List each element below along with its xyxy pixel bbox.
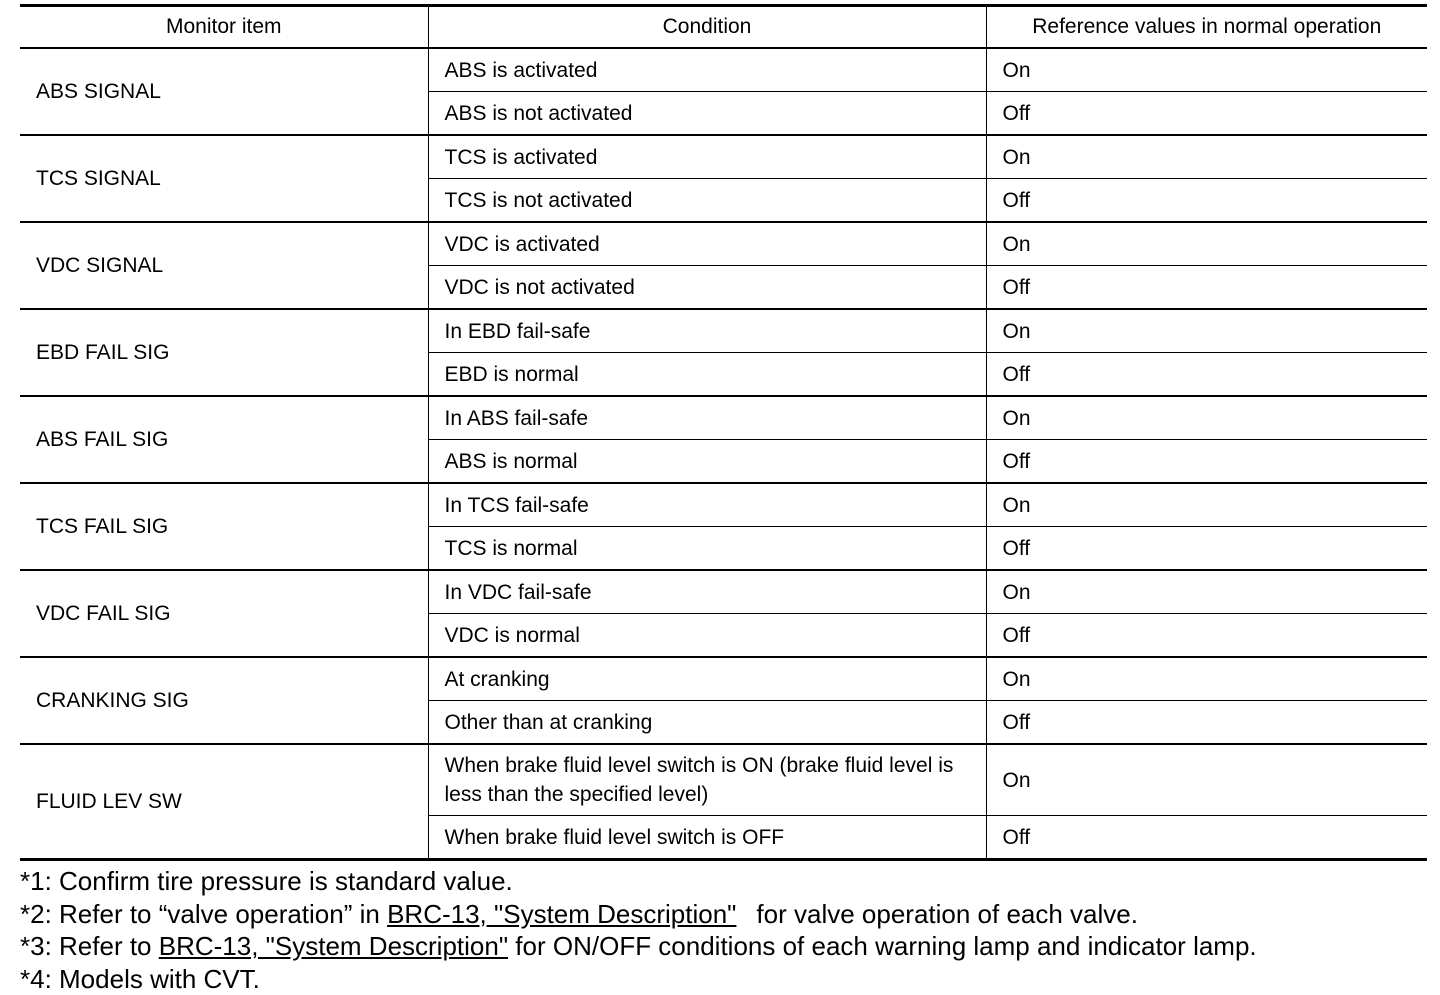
condition-cell: VDC is normal [428, 614, 986, 658]
header-condition: Condition [428, 6, 986, 49]
footnote-3-prefix: *3: Refer to [20, 931, 159, 961]
footnote-4 [20, 963, 1427, 995]
header-reference-values: Reference values in normal operation [986, 6, 1427, 49]
reference-value-cell: On [986, 744, 1427, 816]
reference-value-cell: On [986, 483, 1427, 527]
condition-cell: ABS is not activated [428, 92, 986, 136]
condition-cell: VDC is activated [428, 222, 986, 266]
monitor-item-cell: VDC SIGNAL [20, 222, 428, 309]
footnote-3-suffix: for ON/OFF conditions of each warning lamp and indicator lamp. [508, 931, 1257, 961]
condition-cell: When brake fluid level switch is OFF [428, 816, 986, 860]
condition-cell: TCS is activated [428, 135, 986, 179]
condition-cell: TCS is not activated [428, 179, 986, 223]
monitor-item-cell: FLUID LEV SW [20, 744, 428, 860]
reference-value-cell: Off [986, 353, 1427, 397]
table-row [20, 135, 1427, 179]
table-row [20, 309, 1427, 353]
monitor-item-cell: CRANKING SIG [20, 657, 428, 744]
reference-value-cell: Off [986, 614, 1427, 658]
footnote-3 [20, 930, 1427, 963]
footnote-2 [20, 898, 1427, 931]
reference-value-cell: On [986, 657, 1427, 701]
monitor-item-cell: ABS FAIL SIG [20, 396, 428, 483]
footnote-1-text: *1: Confirm tire pressure is standard value. [20, 866, 513, 896]
reference-value-cell: On [986, 48, 1427, 92]
footnote-3-link[interactable]: BRC-13, "System Description" [159, 931, 508, 961]
table-row [20, 744, 1427, 816]
reference-value-cell: Off [986, 266, 1427, 310]
condition-cell: ABS is normal [428, 440, 986, 484]
condition-cell: ABS is activated [428, 48, 986, 92]
document-page [20, 4, 1427, 995]
reference-value-cell: On [986, 135, 1427, 179]
condition-cell: At cranking [428, 657, 986, 701]
condition-cell: Other than at cranking [428, 701, 986, 745]
reference-value-cell: On [986, 222, 1427, 266]
table-row [20, 483, 1427, 527]
condition-cell: VDC is not activated [428, 266, 986, 310]
reference-value-cell: Off [986, 527, 1427, 571]
monitor-item-cell: TCS SIGNAL [20, 135, 428, 222]
table-body [20, 48, 1427, 860]
table-row [20, 657, 1427, 701]
reference-value-cell: On [986, 309, 1427, 353]
header-monitor-item: Monitor item [20, 6, 428, 49]
condition-cell: In VDC fail-safe [428, 570, 986, 614]
footnote-2-prefix: *2: Refer to “valve operation” in [20, 899, 387, 929]
condition-cell: EBD is normal [428, 353, 986, 397]
reference-value-cell: Off [986, 701, 1427, 745]
monitor-item-cell: VDC FAIL SIG [20, 570, 428, 657]
table-row [20, 48, 1427, 92]
condition-cell: When brake fluid level switch is ON (brake fluid level is less than the specified level) [428, 744, 986, 816]
monitor-table [20, 4, 1427, 861]
condition-cell: In TCS fail-safe [428, 483, 986, 527]
monitor-item-cell: TCS FAIL SIG [20, 483, 428, 570]
reference-value-cell: On [986, 570, 1427, 614]
footnote-2-suffix: for valve operation of each valve. [756, 899, 1138, 929]
condition-cell: In ABS fail-safe [428, 396, 986, 440]
footnote-2-link[interactable]: BRC-13, "System Description" [387, 899, 736, 929]
table-row [20, 570, 1427, 614]
table-row [20, 396, 1427, 440]
table-row [20, 222, 1427, 266]
table-header-row [20, 6, 1427, 49]
reference-value-cell: Off [986, 816, 1427, 860]
condition-cell: TCS is normal [428, 527, 986, 571]
footnote-1 [20, 865, 1427, 898]
footnotes [20, 865, 1427, 995]
monitor-item-cell: EBD FAIL SIG [20, 309, 428, 396]
reference-value-cell: On [986, 396, 1427, 440]
footnote-4-text: *4: Models with CVT. [20, 964, 260, 994]
reference-value-cell: Off [986, 440, 1427, 484]
reference-value-cell: Off [986, 179, 1427, 223]
reference-value-cell: Off [986, 92, 1427, 136]
monitor-item-cell: ABS SIGNAL [20, 48, 428, 135]
condition-cell: In EBD fail-safe [428, 309, 986, 353]
